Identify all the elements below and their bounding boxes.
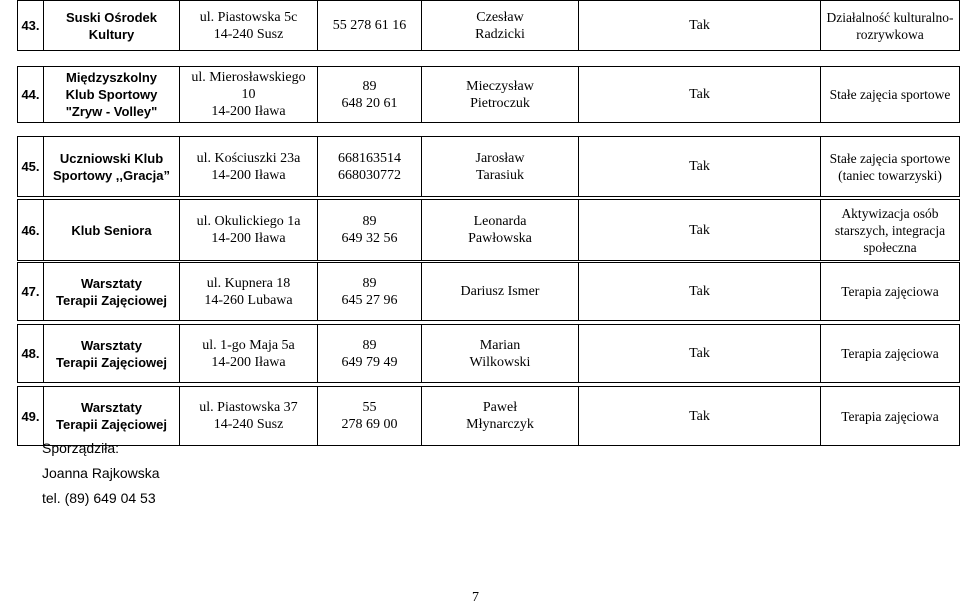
contact-person-line: Czesław: [476, 9, 524, 25]
organization-name-line: Warsztaty: [81, 275, 142, 291]
table-row: [18, 263, 960, 321]
activity-cell: [821, 1, 960, 51]
phone-line: 645 27 96: [341, 292, 398, 308]
activity-cell: [821, 263, 960, 321]
address-line: 14-240 Susz: [213, 417, 284, 432]
row-number-cell: 45.: [18, 137, 44, 197]
phone-line: 648 20 61: [341, 95, 398, 111]
phone-cell: [318, 137, 422, 197]
activity-cell: [821, 137, 960, 197]
phone-line: 668030772: [338, 167, 401, 183]
activity-line: Działalność kulturalno-: [826, 9, 954, 25]
address-line: 14-240 Susz: [213, 26, 284, 42]
contact-person-line: Wilkowski: [469, 354, 531, 370]
activity-line: Aktywizacja osób: [841, 205, 939, 221]
organization-name-cell: [44, 67, 180, 123]
activity-line: starszych, integracja: [834, 222, 946, 238]
flag-cell: Tak: [579, 67, 821, 123]
contact-person-line: Młynarczyk: [466, 417, 534, 432]
address-line: ul. Piastowska 5c: [199, 9, 298, 25]
flag-cell: Tak: [579, 325, 821, 383]
organization-name-line: "Zryw - Volley": [65, 104, 158, 119]
activity-cell: [821, 325, 960, 383]
contact-person-line: Leonarda: [473, 214, 527, 229]
contact-person-cell: [422, 1, 579, 51]
table-row: [18, 137, 960, 197]
address-line: 14-200 Iława: [211, 354, 286, 370]
contact-person-line: Marian: [479, 337, 521, 353]
row-number-cell: 46.: [18, 200, 44, 261]
phone-line: 89: [362, 275, 377, 291]
address-cell: [180, 200, 318, 261]
row-number-cell: 43.: [18, 1, 44, 51]
prepared-by-label: Sporządziła:: [42, 440, 120, 456]
organization-name-line: Uczniowski Klub: [59, 150, 164, 166]
organization-name-line: Terapii Zajęciowej: [55, 417, 168, 432]
organization-name-line: Sportowy ,,Gracja”: [52, 167, 171, 183]
address-line: 14-200 Iława: [211, 104, 286, 119]
organization-name-line: Terapii Zajęciowej: [55, 292, 168, 308]
organization-name-cell: [44, 137, 180, 197]
flag-cell: Tak: [579, 1, 821, 51]
flag-cell: Tak: [579, 387, 821, 446]
activity-line: Stałe zajęcia sportowe: [829, 150, 951, 166]
table-row: [18, 325, 960, 383]
flag-cell: Tak: [579, 137, 821, 197]
contact-person-cell: [422, 387, 579, 446]
contact-person-cell: [422, 67, 579, 123]
table-row: [18, 67, 960, 123]
organization-name-cell: [44, 1, 180, 51]
table-row: [18, 200, 960, 261]
organization-name-line: Terapii Zajęciowej: [55, 354, 168, 370]
author-phone: tel. (89) 649 04 53: [42, 490, 156, 506]
organization-name-line: Warsztaty: [81, 400, 142, 415]
phone-line: 649 32 56: [341, 231, 398, 246]
activity-line: Terapia zajęciowa: [841, 408, 939, 424]
phone-cell: [318, 1, 422, 51]
organization-name-line: Międzyszkolny: [65, 70, 158, 85]
contact-person-line: Tarasiuk: [475, 167, 524, 183]
table-row: [18, 1, 960, 51]
row-number-cell: 47.: [18, 263, 44, 321]
address-line: ul. Piastowska 37: [199, 400, 298, 415]
flag-cell: Tak: [579, 263, 821, 321]
contact-person-cell: [422, 137, 579, 197]
table-row: [18, 387, 960, 446]
contact-person-line: Pietroczuk: [470, 95, 530, 111]
phone-line: 278 69 00: [341, 417, 398, 432]
address-line: ul. Kupnera 18: [206, 275, 291, 291]
activity-cell: [821, 200, 960, 261]
organization-name-line: Suski Ośrodek: [65, 9, 158, 25]
author-name: Joanna Rajkowska: [42, 465, 160, 481]
contact-person-cell: [422, 263, 579, 321]
phone-line: 668163514: [338, 150, 401, 166]
contact-person-line: Radzicki: [475, 26, 525, 42]
phone-line: 55 278 61 16: [332, 18, 407, 33]
organization-name-cell: [44, 387, 180, 446]
phone-line: 55: [362, 400, 377, 415]
row-separator: [18, 123, 960, 137]
phone-line: 89: [362, 214, 377, 229]
phone-cell: [318, 200, 422, 261]
organizations-table: [17, 0, 960, 446]
address-cell: [180, 1, 318, 51]
phone-line: 89: [362, 78, 377, 94]
activity-cell: [821, 387, 960, 446]
phone-cell: [318, 67, 422, 123]
activity-cell: [821, 67, 960, 123]
address-line: ul. Kościuszki 23a: [196, 150, 301, 166]
row-number-cell: 44.: [18, 67, 44, 123]
page-number: 7: [472, 590, 479, 605]
address-cell: [180, 387, 318, 446]
organization-name-cell: [44, 325, 180, 383]
address-cell: [180, 67, 318, 123]
contact-person-line: Paweł: [482, 400, 518, 415]
organization-name-line: Warsztaty: [81, 337, 142, 353]
contact-person-line: Mieczysław: [466, 78, 534, 94]
row-separator: [18, 51, 960, 67]
contact-person-cell: [422, 200, 579, 261]
address-line: ul. 1-go Maja 5a: [202, 337, 295, 353]
address-line: 14-200 Iława: [211, 231, 286, 246]
address-cell: [180, 137, 318, 197]
organization-name-line: Kultury: [88, 26, 135, 42]
address-line: 14-200 Iława: [211, 167, 286, 183]
activity-line: Terapia zajęciowa: [841, 346, 939, 361]
address-line: ul. Mierosławskiego: [191, 70, 306, 85]
row-number-cell: 48.: [18, 325, 44, 383]
address-cell: [180, 263, 318, 321]
phone-cell: [318, 325, 422, 383]
organization-name-line: Klub Sportowy: [65, 87, 158, 102]
address-line: ul. Okulickiego 1a: [196, 214, 301, 229]
organization-name-line: Klub Seniora: [71, 222, 152, 238]
activity-line: społeczna: [863, 239, 917, 255]
contact-person-line: Jarosław: [475, 150, 525, 166]
phone-cell: [318, 387, 422, 446]
phone-cell: [318, 263, 422, 321]
activity-line: Stałe zajęcia sportowe: [829, 87, 951, 102]
phone-line: 649 79 49: [341, 354, 398, 370]
activity-line: Terapia zajęciowa: [841, 284, 939, 299]
contact-person-line: Dariusz Ismer: [460, 284, 540, 299]
phone-line: 89: [362, 337, 377, 353]
address-line: 14-260 Lubawa: [204, 292, 293, 308]
contact-person-line: Pawłowska: [468, 231, 532, 246]
organization-name-cell: [44, 200, 180, 261]
address-cell: [180, 325, 318, 383]
contact-person-cell: [422, 325, 579, 383]
address-line: 10: [241, 87, 256, 102]
organization-name-cell: [44, 263, 180, 321]
activity-line: rozrywkowa: [856, 26, 924, 42]
row-number-cell: 49.: [18, 387, 44, 446]
activity-line: (taniec towarzyski): [838, 167, 942, 183]
flag-cell: Tak: [579, 200, 821, 261]
